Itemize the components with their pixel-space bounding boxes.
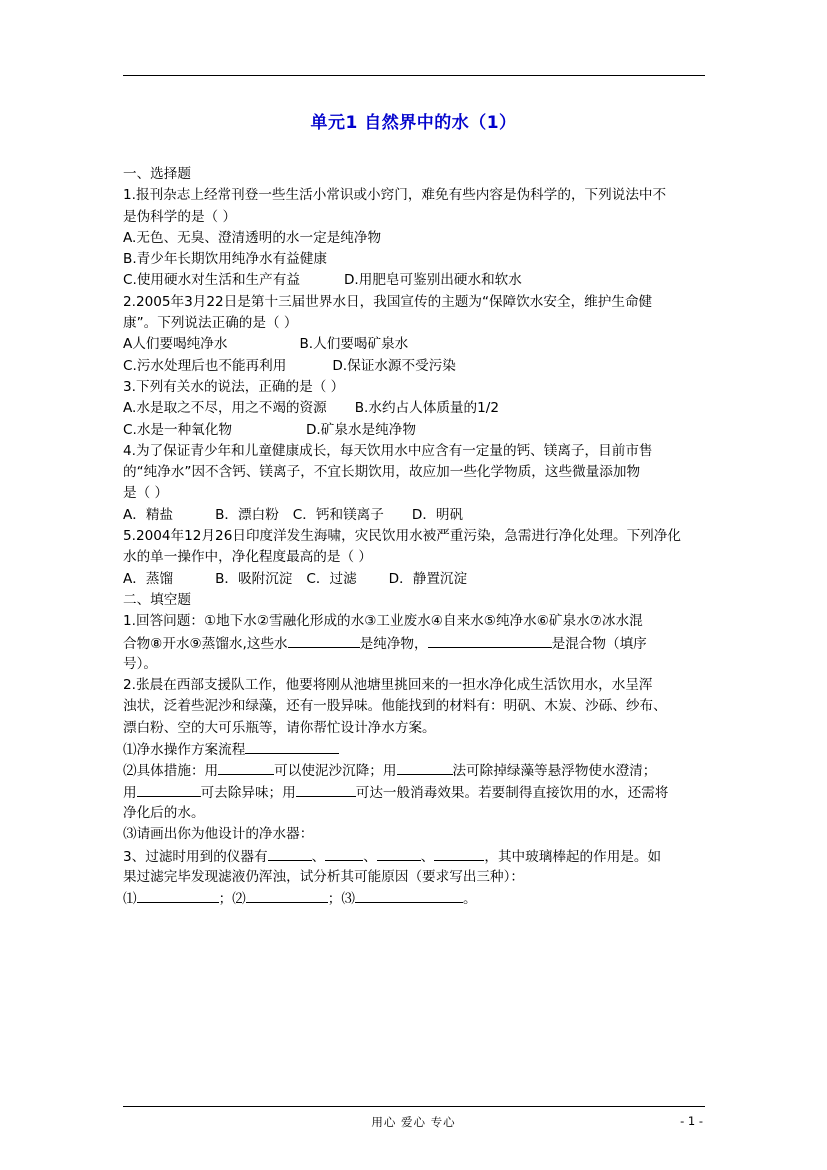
answer-blank[interactable]: [434, 846, 484, 861]
f2-text: ⑵具体措施：用: [123, 763, 219, 780]
q3-option-c: C.水是一种氧化物: [123, 421, 232, 438]
answer-blank[interactable]: [218, 760, 274, 775]
q1-option-d: D.用肥皂可鉴别出硬水和软水: [343, 272, 522, 289]
answer-blank[interactable]: [246, 888, 328, 903]
f1-line1: 1.回答问题：①地下水②雪融化形成的水③工业废水④自来水⑤纯净水⑥矿泉水⑦冰水混: [123, 613, 643, 630]
q2-options-cd: [123, 356, 713, 377]
q4-stem-line1: 4.为了保证青少年和儿童健康成长，每天饮用水中应含有一定量的钙、镁离子，目前市售: [123, 442, 653, 459]
f2-line3: 漂白粉、空的大可乐瓶等，请你帮忙设计净水方案。: [123, 719, 436, 736]
page-title: 单元1 自然界中的水（1）: [310, 113, 517, 133]
q5-stem-line2: 水的单一操作中，净化程度最高的是（ ）: [123, 549, 373, 566]
q4-option-a: A．精盐: [123, 506, 174, 523]
footer-rule: [123, 1106, 705, 1107]
answer-blank[interactable]: [355, 888, 463, 903]
q5-option-a: A．蒸馏: [123, 570, 174, 587]
f3-text: 、: [311, 848, 326, 865]
f2-text: ⑴净水操作方案流程: [123, 742, 246, 759]
q1-option-b: B.青少年长期饮用纯净水有益健康: [123, 251, 327, 268]
f3-text: ；⑵: [218, 891, 246, 908]
f2-part1: [123, 739, 713, 760]
f2-line2: 浊状，泛着些泥沙和绿藻，还有一股异味。他能找到的材料有：明矾、木炭、沙砾、纱布、: [123, 698, 667, 715]
f2-text: 用: [123, 784, 137, 801]
q5-stem-line1: 5.2004年12月26日印度洋发生海啸，灾民饮用水被严重污染，急需进行净化处理。下列净化: [123, 528, 681, 545]
q5-options: [123, 569, 713, 590]
q4-options: [123, 505, 713, 526]
q4-stem-line2: 的“纯净水”因不含钙、镁离子，不宜长期饮用，故应加一些化学物质，这些微量添加物: [123, 464, 641, 481]
q2-option-b: B.人们要喝矿泉水: [299, 336, 409, 353]
q2-options-ab: [123, 334, 713, 355]
answer-blank[interactable]: [296, 782, 356, 797]
q1-stem-line1: 1.报刊杂志上经常刊登一些生活小常识或小窍门，难免有些内容是伪科学的，下列说法中不: [123, 187, 667, 204]
f3-line2: 果过滤完毕发现滤液仍浑浊，试分析其可能原因（要求写出三种）：: [123, 868, 525, 885]
answer-blank[interactable]: [245, 739, 339, 754]
q4-option-c: C．钙和镁离子: [292, 506, 384, 523]
q5-option-c: C．过滤: [306, 570, 357, 587]
f1-text: 是纯净物，: [359, 635, 428, 652]
q2-option-c: C.污水处理后也不能再利用: [123, 357, 287, 374]
answer-blank[interactable]: [397, 760, 453, 775]
q4-option-b: B．漂白粉: [215, 506, 279, 523]
answer-blank[interactable]: [268, 846, 312, 861]
q2-stem-line1: 2.2005年3月22日是第十三届世界水日，我国宣传的主题为“保障饮水安全，维护生命健: [123, 293, 653, 310]
document-body: [123, 164, 713, 909]
f3-text: 。: [462, 891, 477, 908]
section-heading-fill: 二、填空题: [123, 591, 191, 608]
f2-line1: 2.张晨在西部支援队工作，他要将刚从池塘里挑回来的一担水净化成生活饮用水，水呈浑: [123, 677, 653, 694]
f3-text: ⑴: [123, 891, 137, 908]
f2-text: 可达一般消毒效果。若要制得直接饮用的水，还需将: [355, 784, 669, 801]
f1-text: 是混合物（填序: [551, 635, 647, 652]
q3-option-d: D.矿泉水是纯净物: [305, 421, 416, 438]
q4-option-d: D．明矾: [411, 506, 464, 523]
q1-option-c: C.使用硬水对生活和生产有益: [123, 272, 300, 289]
section-heading-choice: 一、选择题: [123, 166, 191, 182]
f1-text: 合物⑧开水⑨蒸馏水,这些水: [123, 635, 288, 652]
f2-text: 可去除异味；用: [200, 784, 296, 801]
answer-blank[interactable]: [377, 846, 421, 861]
q3-option-b: B.水约占人体质量的1/2: [354, 400, 499, 417]
answer-blank[interactable]: [325, 846, 363, 861]
q2-option-a: A人们要喝纯净水: [123, 336, 228, 353]
q3-stem: 3.下列有关水的说法，正确的是（ ）: [123, 378, 345, 395]
header-rule: [123, 75, 705, 76]
answer-blank[interactable]: [137, 888, 219, 903]
q2-stem-line2: 康”。下列说法正确的是（ ）: [123, 315, 298, 332]
q5-option-b: B．吸附沉淀: [215, 570, 293, 587]
f2-text: 法可除掉绿藻等悬浮物使水澄清；: [452, 763, 657, 780]
f2-part2: [123, 760, 713, 781]
footer-motto: 用心 爱心 专心: [371, 1115, 456, 1129]
f3-text: 、: [420, 848, 435, 865]
f3-text: ，其中玻璃棒起的作用是。如: [484, 848, 662, 865]
q1-option-a: A.无色、无臭、澄清透明的水一定是纯净物: [123, 229, 382, 246]
q5-option-d: D．静置沉淀: [388, 570, 468, 587]
f2-text: 可以使泥沙沉降；用: [274, 763, 397, 780]
f3-line1: [123, 846, 713, 867]
answer-blank[interactable]: [137, 782, 201, 797]
f1-line2: [123, 633, 713, 654]
q2-option-d: D.保证水源不受污染: [332, 357, 456, 374]
f3-text: 、: [363, 848, 377, 865]
f3-text: 3、过滤时用到的仪器有: [123, 848, 268, 865]
f3-text: ；⑶: [327, 891, 355, 908]
q3-options-ab: [123, 398, 713, 419]
answer-blank[interactable]: [428, 633, 552, 648]
q3-option-a: A.水是取之不尽，用之不竭的资源: [123, 400, 327, 417]
answer-blank[interactable]: [288, 633, 360, 648]
page-number: - 1 -: [680, 1114, 703, 1128]
f2-part4: 净化后的水。: [123, 804, 205, 821]
f3-line3: [123, 888, 713, 909]
f2-part5: ⑶请画出你为他设计的净水器：: [123, 826, 314, 843]
q1-options-cd: [123, 270, 713, 291]
q1-stem-line2: 是伪科学的是（ ）: [123, 208, 237, 225]
q4-stem-line3: 是（ ）: [123, 485, 169, 502]
f1-line3: 号）。: [123, 655, 157, 672]
f2-part3: [123, 782, 713, 803]
q3-options-cd: [123, 420, 713, 441]
